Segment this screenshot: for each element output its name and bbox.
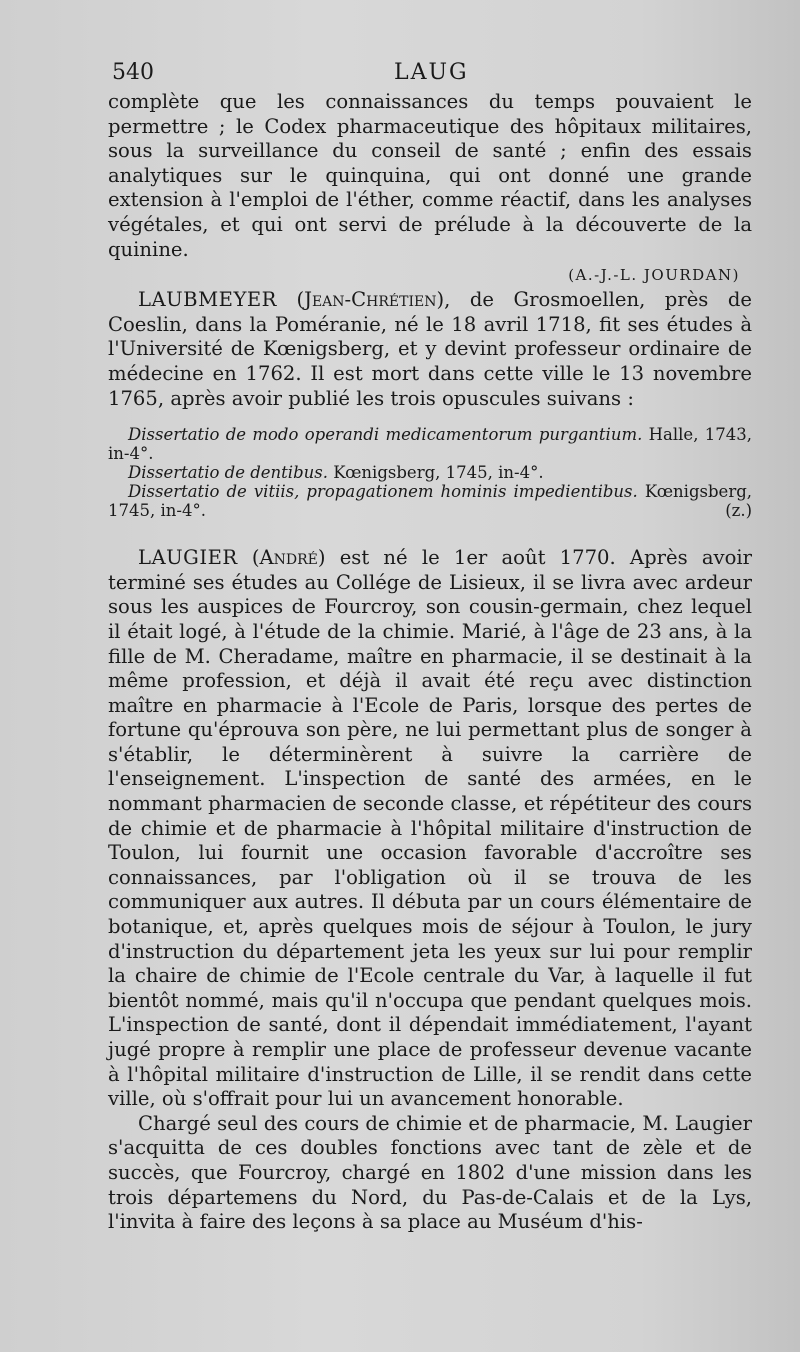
bibliography-laubmeyer	[108, 425, 752, 520]
biblio-rest: Halle, 1743, in-4°.	[108, 425, 752, 464]
entry-laugier: LAUGIER (André) est né le 1er août 1770. Après avoir terminé ses études au Collége de Lisieux, il se livra avec ardeur sous les auspices de Fourcroy, son cousin-germain, chez lequel il était logé, à l'étude de la chimie. Marié, à l'âge de 23 ans, à la fille de M. Cheradame, maître en pharmacie, il se destinait à la même profession, et déjà il avait été reçu avec distinction maître en pharmacie à l'Ecole de Paris, lorsque des pertes de fortune qu'éprouva son père, ne lui permettant plus de songer à s'établir, le déterminèrent à suivre la carrière de l'enseignement. L'inspection de santé des armées, en le nommant pharmacien de seconde classe, et répétiteur des cours de chimie et de pharmacie à l'hôpital militaire d'instruction de Toulon, lui fournit une occasion favorable d'accroître ses connaissances, par l'obligation où il se trouva de les communiquer aux autres. Il débuta par un cours élémentaire de botanique, et, après quelques mois de séjour à Toulon, le jury d'instruction du département jeta les yeux sur lui pour remplir la chaire de chimie de l'Ecole centrale du Var, à laquelle il fut bientôt nommé, mais qu'il n'occupa que pendant quelques mois. L'inspection de santé, dont il dépendait immédiatement, l'ayant jugé propre à remplir une place de professeur devenue vacante à l'hôpital militaire d'instruction de Lille, il se rendit dans cette ville, où s'offrait pour lui un avancement honorable.	[108, 546, 753, 1111]
entry-text-laubmeyer: , de Grosmoellen, près de Coeslin, dans la Poméranie, né le 18 avril 1718, fit ses études à l'Université de Kœnigsberg, et y devint professeur ordinaire de médecine en 1762. Il est mort dans cette ville le 13 novembre 1765, après avoir publié les trois opuscules suivans :	[108, 288, 753, 410]
entry-given-laugier: André	[259, 546, 318, 570]
page-header	[112, 60, 752, 90]
page-number: 540	[112, 60, 154, 85]
entry-laubmeyer: LAUBMEYER (Jean-Chrétien), de Grosmoellen, près de Coeslin, dans la Poméranie, né le 18 avril 1718, fit ses études à l'Université de Kœnigsberg, et y devint professeur ordinaire de médecine en 1762. Il est mort dans cette ville le 13 novembre 1765, après avoir publié les trois opuscules suivans :	[108, 288, 753, 410]
paragraph-jourdan-end: complète que les connaissances du temps pouvaient le permettre ; le Codex pharmaceutique des hôpitaux militaires, sous la surveillance du conseil de santé ; enfin des essais analytiques sur le quinquina, qui ont donné une grande extension à l'emploi de l'éther, comme réactif, dans les analyses végétales, et qui ont servi de prélude à la découverte de la quinine.	[108, 90, 752, 261]
entry-given-laubmeyer: Jean-Chrétien	[304, 288, 437, 312]
biblio-title: Dissertatio de dentibus.	[128, 463, 328, 483]
biblio-title: Dissertatio de modo operandi medicamentorum purgantium.	[128, 425, 643, 445]
entry-name-laubmeyer: LAUBMEYER	[138, 288, 277, 312]
page-body	[108, 90, 752, 1235]
signature-jourdan: (A.-J.-L. JOURDAN)	[568, 266, 740, 285]
biblio-item	[108, 482, 752, 520]
biblio-item	[108, 425, 752, 463]
signature-z: (z.)	[725, 501, 752, 521]
running-head: LAUG	[394, 60, 469, 85]
entry-text-laugier: est né le 1er août 1770. Après avoir terminé ses études au Collége de Lisieux, il se livra avec ardeur sous les auspices de Fourcroy, son cousin-germain, chez lequel il était logé, à l'étude de la chimie. Marié, à l'âge de 23 ans, à la fille de M. Cheradame, maître en pharmacie, il se destinait à la même profession, et déjà il avait été reçu avec distinction maître en pharmacie à l'Ecole de Paris, lorsque des pertes de fortune qu'éprouva son père, ne lui permettant plus de songer à s'établir, le déterminèrent à suivre la carrière de l'enseignement. L'inspection de santé des armées, en le nommant pharmacien de seconde classe, et répétiteur des cours de chimie et de pharmacie à l'hôpital militaire d'instruction de Toulon, lui fournit une occasion favorable d'accroître ses connaissances, par l'obligation où il se trouva de les communiquer aux autres. Il débuta par un cours élémentaire de botanique, et, après quelques mois de séjour à Toulon, le jury d'instruction du département jeta les yeux sur lui pour remplir la chaire de chimie de l'Ecole centrale du Var, à laquelle il fut bientôt nommé, mais qu'il n'occupa que pendant quelques mois. L'inspection de santé, dont il dépendait immédiatement, l'ayant jugé propre à remplir une place de professeur devenue vacante à l'hôpital militaire d'instruction de Lille, il se rendit dans cette ville, où s'offrait pour lui un avancement honorable.	[108, 546, 753, 1111]
paragraph-laugier-career: Chargé seul des cours de chimie et de pharmacie, M. Laugier s'acquitta de ces doubles fonctions avec tant de zèle et de succès, que Fourcroy, chargé en 1802 d'une mission dans les trois départemens du Nord, du Pas-de-Calais et de la Lys, l'invita à faire des leçons à sa place au Muséum d'his-	[108, 1111, 752, 1234]
biblio-rest: Kœnigsberg, 1745, in-4°.	[333, 463, 544, 483]
entry-name-laugier: LAUGIER	[138, 546, 238, 570]
biblio-title: Dissertatio de vitiis, propagationem hominis impedientibus.	[128, 482, 638, 502]
biblio-item	[108, 463, 752, 482]
biblio-rest: Kœnigsberg, 1745, in-4°.	[108, 482, 753, 521]
